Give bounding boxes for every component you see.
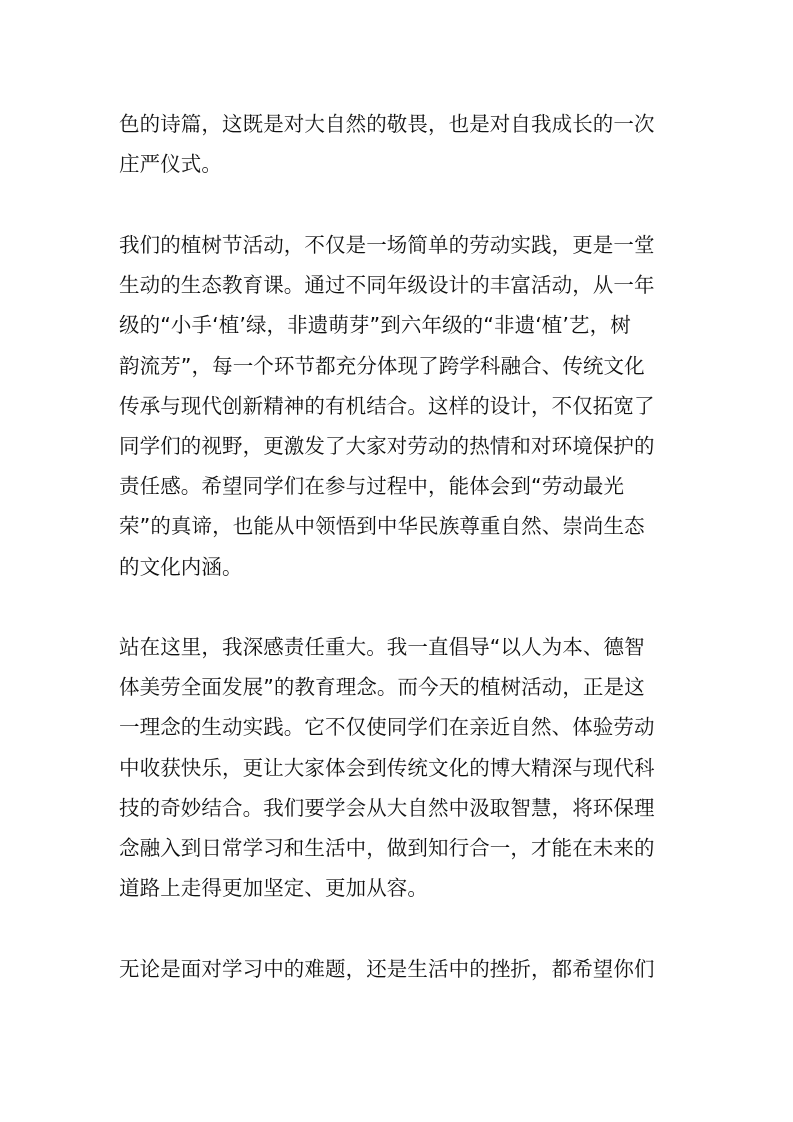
paragraph-3 [119,627,679,908]
document-page [119,0,679,1122]
text-line: 道路上走得更加坚定、更加从容。 [119,876,428,901]
text-line: 体美劳全面发展”的教育理念。而今天的植树活动，正是这 [119,675,645,700]
text-line: 色的诗篇，这既是对大自然的敬畏，也是对自我成长的一次 [119,112,655,136]
paragraph-2 [119,225,679,587]
text-line: 生动的生态教育课。通过不同年级设计的丰富活动，从一年 [119,273,655,298]
text-line: 庄严仪式。 [119,152,222,177]
text-line: 站在这里，我深感责任重大。我一直倡导“以人为本、德智 [119,635,645,659]
text-line: 无论是面对学习中的难题，还是生活中的挫折，都希望你们 [119,957,655,981]
text-line: 念融入到日常学习和生活中，做到知行合一，才能在未来的 [119,835,655,860]
paragraph-4 [119,949,679,989]
text-line: 同学们的视野，更激发了大家对劳动的热情和对环境保护的 [119,433,655,458]
text-line: 中收获快乐，更让大家体会到传统文化的博大精深与现代科 [119,755,655,780]
text-line: 荣”的真谛，也能从中领悟到中华民族尊重自然、崇尚生态 [119,514,645,539]
text-line: 韵流芳”，每一个环节都充分体现了跨学科融合、传统文化 [119,353,645,378]
text-line: 我们的植树节活动，不仅是一场简单的劳动实践，更是一堂 [119,233,655,257]
paragraph-1 [119,104,679,184]
text-line: 传承与现代创新精神的有机结合。这样的设计，不仅拓宽了 [119,393,655,418]
text-line: 责任感。希望同学们在参与过程中，能体会到“劳动最光 [119,474,625,499]
text-line: 技的奇妙结合。我们要学会从大自然中汲取智慧，将环保理 [119,795,655,820]
text-line: 级的“小手‘植’绿，非遗萌芽”到六年级的“非遗‘植’艺，树 [119,313,631,338]
text-line: 的文化内涵。 [119,554,243,579]
text-line: 一理念的生动实践。它不仅使同学们在亲近自然、体验劳动 [119,715,655,740]
